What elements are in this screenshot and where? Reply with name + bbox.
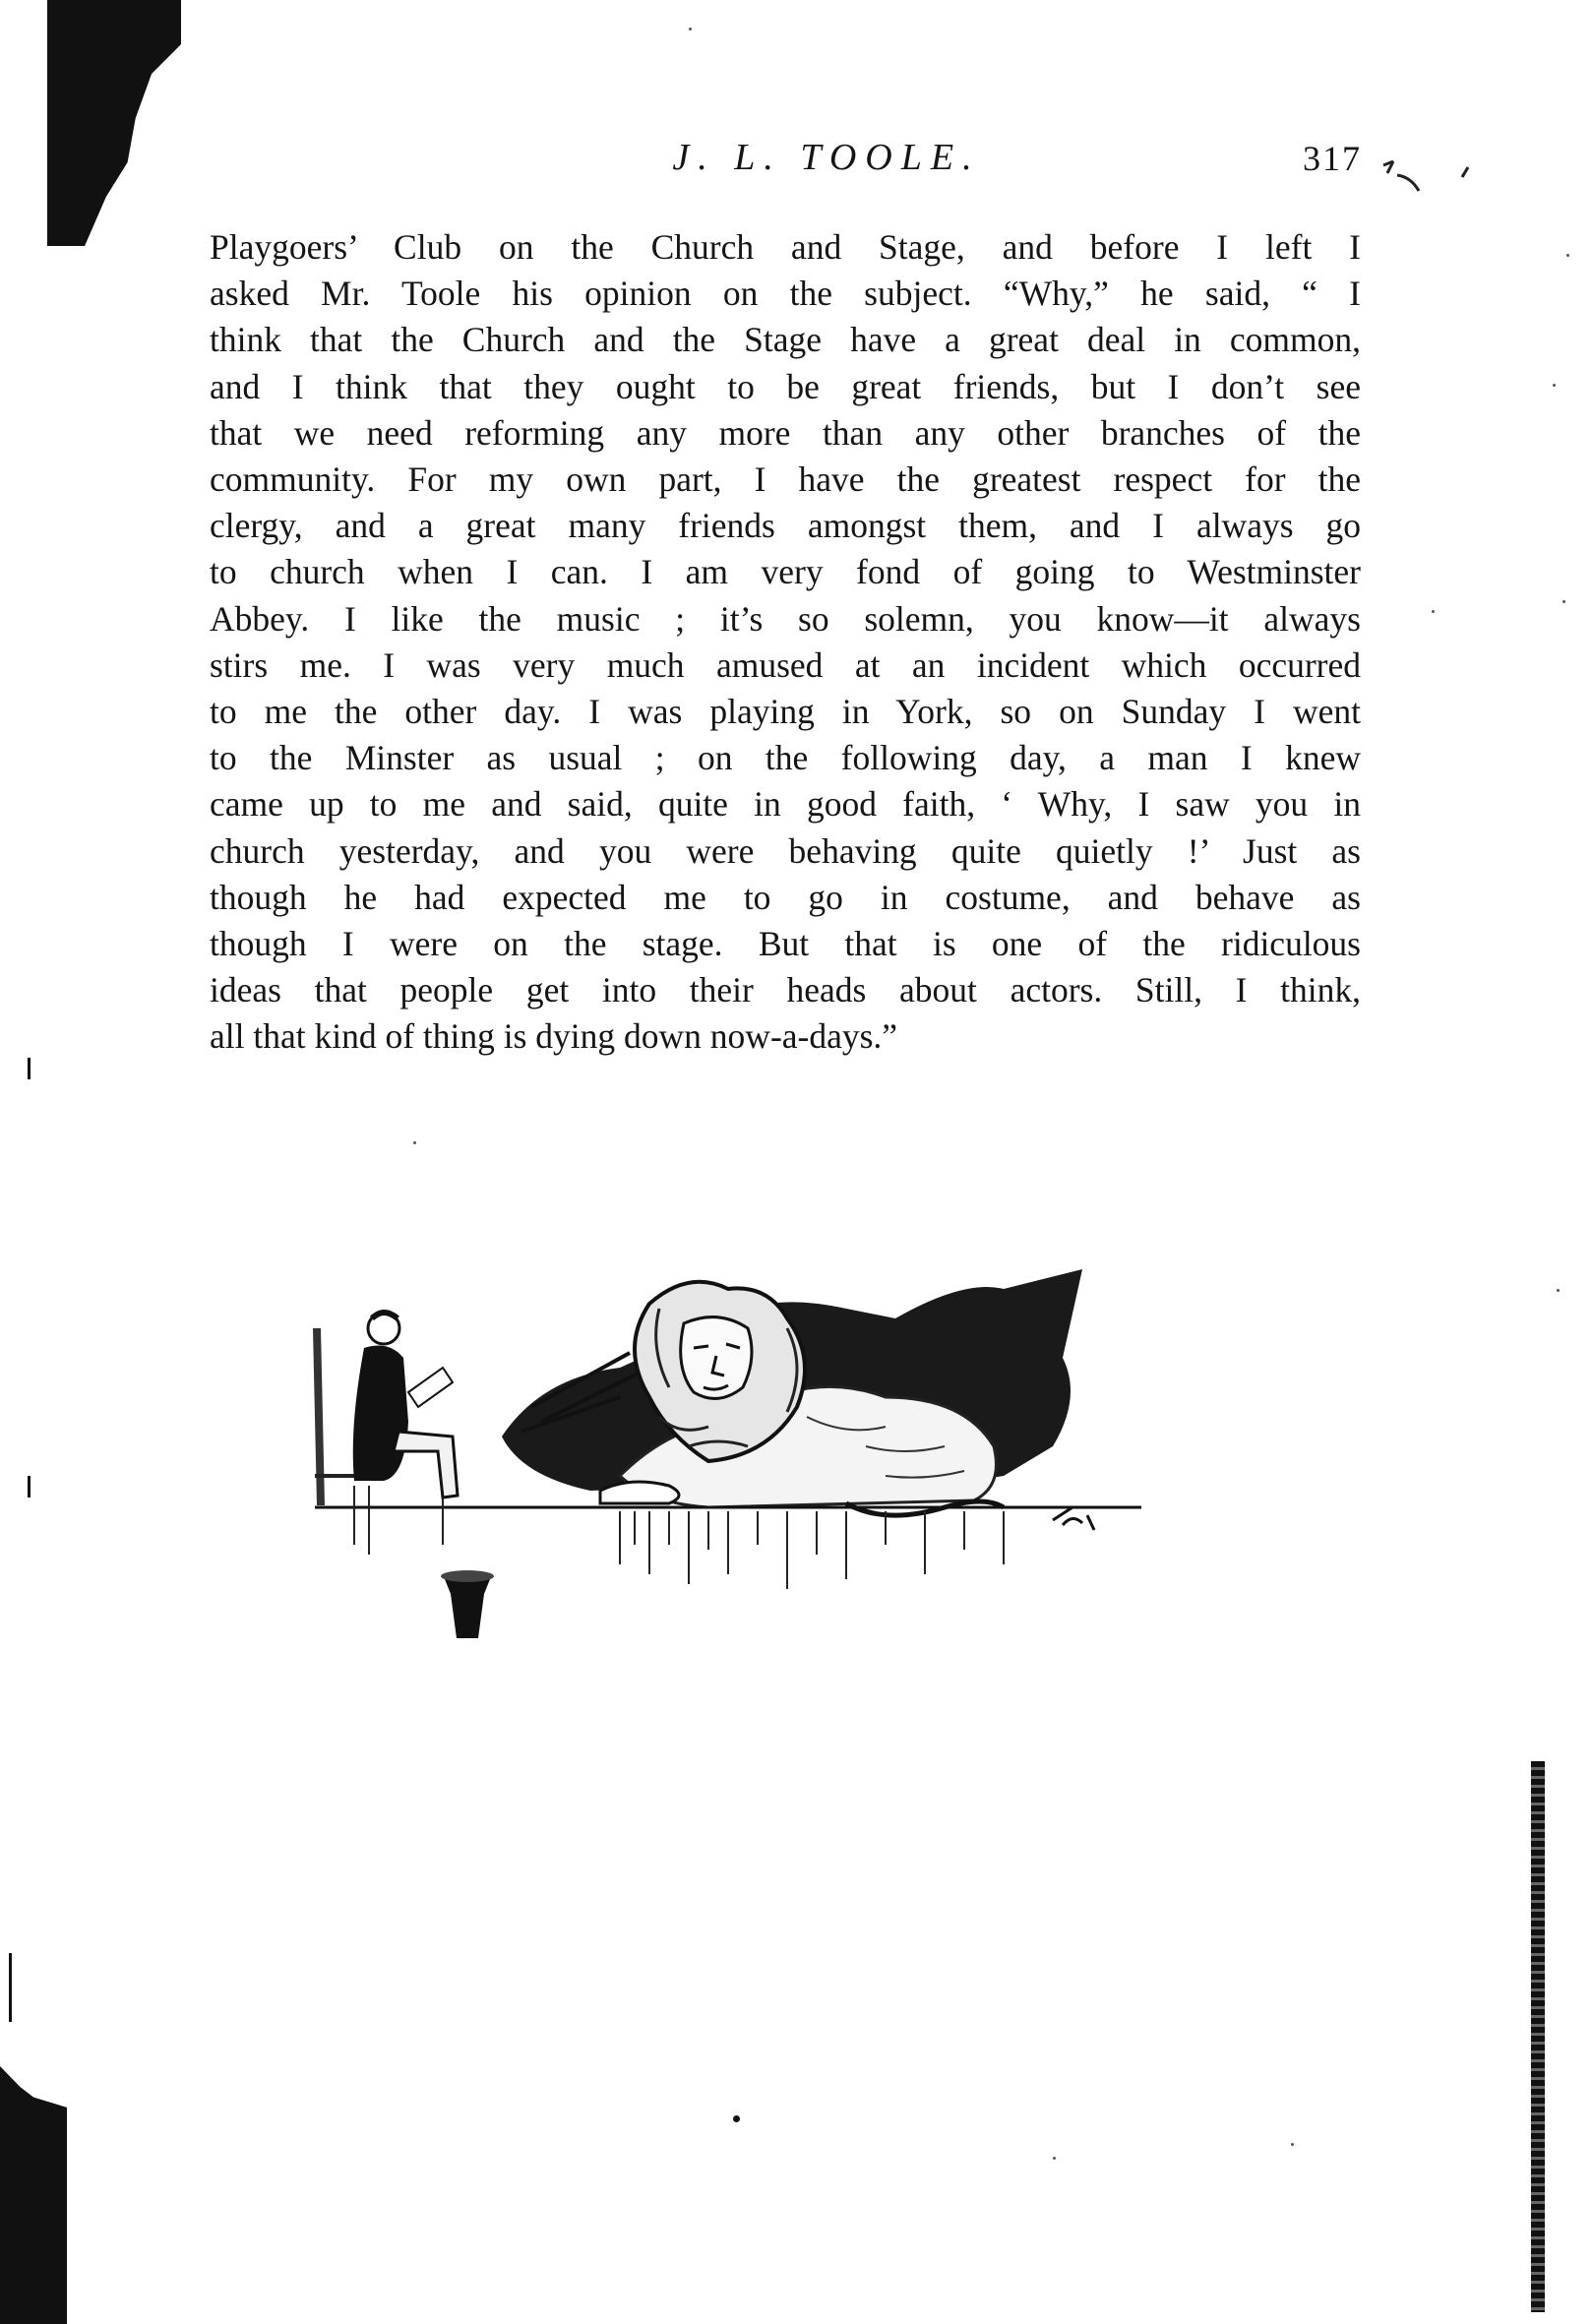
speck xyxy=(1557,1289,1560,1292)
text-line: that we need reforming any more than any other branches of the xyxy=(210,412,1361,453)
artist-monogram xyxy=(1053,1507,1094,1530)
speck xyxy=(733,2115,740,2122)
sketchbook xyxy=(408,1368,453,1407)
text-line: though he had expected me to go in costume, and behave as xyxy=(210,877,1361,917)
speck xyxy=(413,1141,416,1144)
man-coat xyxy=(353,1346,408,1481)
text-line: think that the Church and the Stage have a great deal in common, xyxy=(210,320,1361,360)
text-line: came up to me and said, quite in good faith, ‘ Why, I saw you in xyxy=(210,784,1361,825)
lion-paw xyxy=(600,1482,679,1503)
body-text xyxy=(210,224,1361,1061)
speck xyxy=(1291,2143,1294,2146)
speck xyxy=(689,28,692,31)
speck xyxy=(1562,600,1565,603)
scan-line-right-bottom xyxy=(1531,1761,1545,2312)
text-line: Abbey. I like the music ; it’s so solemn, you know—it always xyxy=(210,598,1361,639)
text-line: though I were on the stage. But that is one of the ridiculous xyxy=(210,924,1361,964)
speck xyxy=(1432,610,1435,613)
man-legs xyxy=(394,1432,458,1498)
text-line: to the Minster as usual ; on the following day, a man I knew xyxy=(210,738,1361,778)
scan-mark-left-3 xyxy=(9,1953,12,2022)
text-line: all that kind of thing is dying down now-a-days.” xyxy=(210,1016,898,1057)
text-line: clergy, and a great many friends amongst them, and I always go xyxy=(210,506,1361,546)
text-line: asked Mr. Toole his opinion on the subject. “Why,” he said, “ I xyxy=(210,274,1361,314)
scan-mark-left-1 xyxy=(28,1058,31,1079)
sketching-man-figure xyxy=(313,1313,458,1555)
text-line: stirs me. I was very much amused at an incident which occurred xyxy=(210,644,1361,685)
lion-sketch-illustration xyxy=(295,1250,1279,1663)
speck xyxy=(1053,2157,1056,2160)
scan-mark-left-2 xyxy=(28,1476,31,1498)
text-line: and I think that they ought to be great friends, but I don’t see xyxy=(210,366,1361,406)
text-line: ideas that people get into their heads about actors. Still, I think, xyxy=(210,970,1361,1010)
scan-shadow-top-left xyxy=(47,0,181,246)
text-line: Playgoers’ Club on the Church and Stage, and before I left I xyxy=(210,227,1361,267)
ground-hatching xyxy=(620,1511,1004,1589)
speck xyxy=(1566,254,1569,257)
running-head: J. L. TOOLE. xyxy=(672,137,981,178)
scan-shadow-bottom-left xyxy=(0,2066,67,2324)
text-line: community. For my own part, I have the greatest respect for the xyxy=(210,459,1361,500)
page-number: 317 xyxy=(1303,139,1362,178)
stray-pen-mark xyxy=(1378,148,1486,197)
text-line: to church when I can. I am very fond of going to Westminster xyxy=(210,552,1361,592)
text-line: church yesterday, and you were behaving quite quietly !’ Just as xyxy=(210,830,1361,871)
text-line: to me the other day. I was playing in York, so on Sunday I went xyxy=(210,692,1361,732)
speck xyxy=(1553,384,1556,387)
top-hat xyxy=(443,1574,492,1638)
